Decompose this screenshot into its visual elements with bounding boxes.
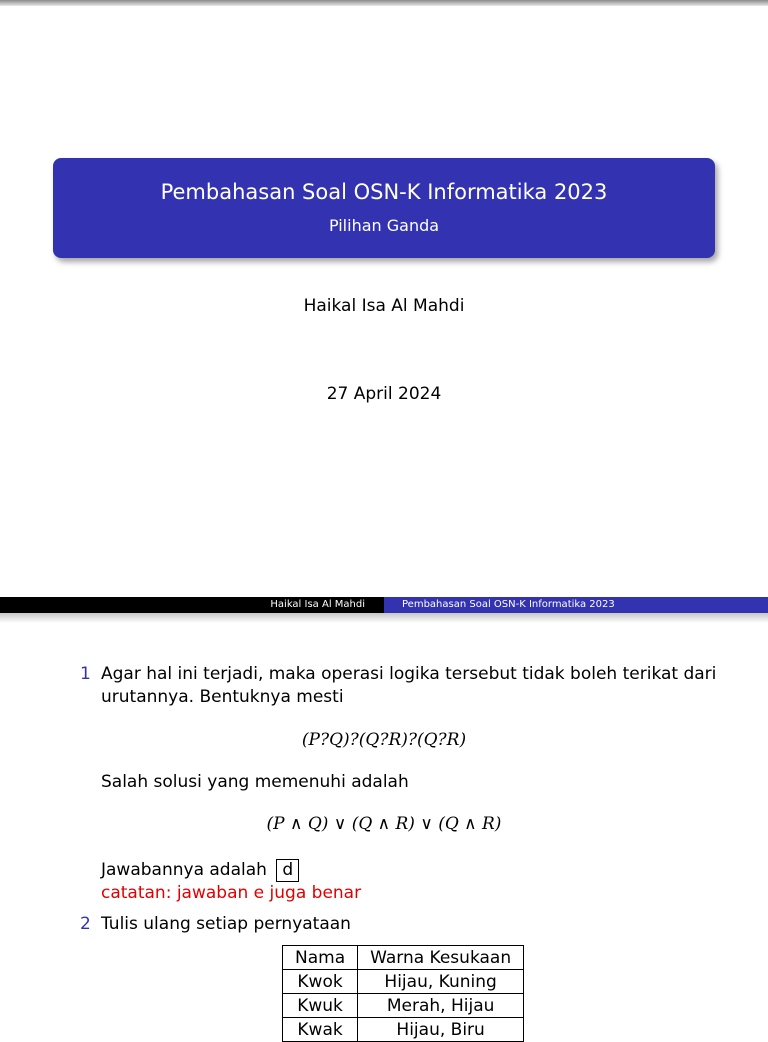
- item1-text-line2: urutannya. Bentuknya mesti: [101, 687, 344, 707]
- table-header-name: Nama: [283, 946, 358, 970]
- table-cell-color: Hijau, Kuning: [358, 970, 524, 994]
- footer-author-panel: [0, 597, 384, 613]
- table-cell-name: Kwuk: [283, 994, 358, 1018]
- item1-text-line1: Agar hal ini terjadi, maka operasi logika tersebut tidak boleh terikat dari: [101, 664, 717, 684]
- slide-top-shadow: [0, 0, 768, 6]
- footer-author: Haikal Isa Al Mahdi: [270, 599, 365, 610]
- table-cell-color: Merah, Hijau: [358, 994, 524, 1018]
- table-cell-name: Kwok: [283, 970, 358, 994]
- footer-title: Pembahasan Soal OSN-K Informatika 2023: [402, 599, 615, 610]
- slide-subtitle: Pilihan Ganda: [328, 216, 440, 235]
- formula-text: (P?Q)?(Q?R)?(Q?R): [301, 730, 467, 750]
- author-name: Haikal Isa Al Mahdi: [303, 296, 465, 316]
- slide-footer: [0, 597, 768, 613]
- table-header-row: [283, 946, 524, 970]
- color-preference-table: [282, 945, 524, 1042]
- list-number-2: 2: [80, 914, 91, 934]
- answer-box: d: [276, 859, 299, 882]
- list-number-1: 1: [80, 664, 91, 684]
- footer-title-panel: [384, 597, 768, 613]
- table-row: [283, 994, 524, 1018]
- formula-placeholder: [0, 730, 768, 750]
- slide-title: Pembahasan Soal OSN-K Informatika 2023: [160, 180, 608, 204]
- table-header-color: Warna Kesukaan: [358, 946, 524, 970]
- answer-note: catatan: jawaban e juga benar: [101, 883, 362, 903]
- answer-prefix: Jawabannya adalah: [101, 860, 267, 880]
- formula-solution-text: (P ∧ Q) ∨ (Q ∧ R) ∨ (Q ∧ R): [266, 814, 502, 834]
- table-cell-color: Hijau, Biru: [358, 1018, 524, 1042]
- title-block: [53, 158, 715, 258]
- item1-solution-text: Salah solusi yang memenuhi adalah: [101, 772, 409, 792]
- slide-separator-shadow: [0, 613, 768, 623]
- presentation-date: 27 April 2024: [326, 384, 442, 404]
- table-cell-name: Kwak: [283, 1018, 358, 1042]
- table-row: [283, 1018, 524, 1042]
- item2-text: Tulis ulang setiap pernyataan: [101, 914, 351, 934]
- formula-solution: [0, 814, 768, 834]
- answer-line: [101, 859, 299, 882]
- table-row: [283, 970, 524, 994]
